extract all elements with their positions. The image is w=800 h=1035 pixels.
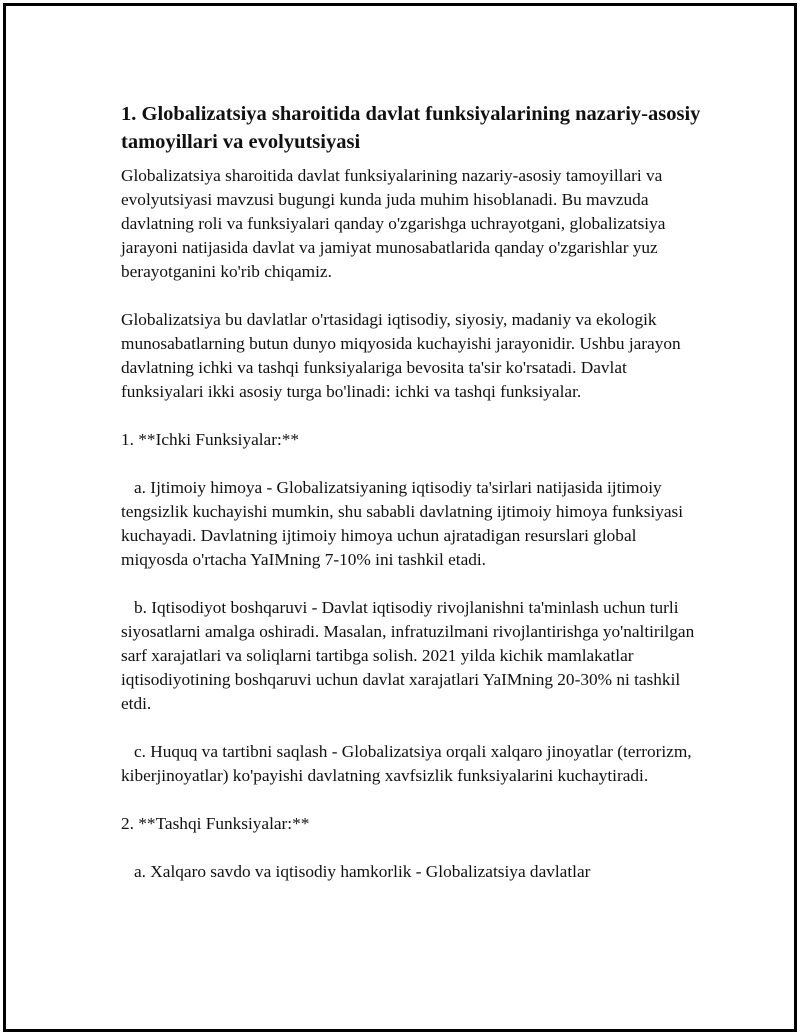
law-and-order-item: c. Huquq va tartibni saqlash - Globalizatsiya orqali xalqaro jinoyatlar (terrorizm, kiberjinoyatlar) ko'payishi davlatning xavfsizlik funksiyalarini kuchaytiradi. [121,742,696,785]
document-body [121,100,701,884]
external-functions-heading: 2. **Tashqi Funksiyalar:** [121,814,310,833]
internal-functions-heading: 1. **Ichki Funksiyalar:** [121,430,300,449]
page-frame [3,3,797,1032]
social-protection-item: a. Ijtimoiy himoya - Globalizatsiyaning iqtisodiy ta'sirlari natijasida ijtimoiy tengsizlik kuchayishi mumkin, shu sababli davlatning ijtimoiy himoya funksiyasi kuchayadi. Davlatning ijtimoiy himoya uchun ajratadigan resurslari global miqyosda o'rtacha YaIMning 7-10% ini tashkil etadi. [121,478,688,569]
economic-management-item: b. Iqtisodiyot boshqaruvi - Davlat iqtisodiy rivojlanishni ta'minlash uchun turli siyosatlarni amalga oshiradi. Masalan, infratuzilmani rivojlantirishga yo'naltirilgan sarf xarajatlari va soliqlarni tartibga solish. 2021 yilda kichik mamlakatlar iqtisodiyotining boshqaruvi uchun davlat xarajatlari YaIMning 20-30% ni tashkil etdi. [121,598,699,713]
intro-paragraph: Globalizatsiya sharoitida davlat funksiyalarining nazariy-asosiy tamoyillari va evolyutsiyasi mavzusi bugungi kunda juda muhim hisoblanadi. Bu mavzuda davlatning roli va funksiyalari qanday o'zgarishga uchrayotgani, globalizatsiya jarayoni natijasida davlat va jamiyat munosabatlarida qanday o'zgarishlar yuz berayotganini ko'rib chiqamiz. [121,166,670,281]
international-trade-item: a. Xalqaro savdo va iqtisodiy hamkorlik - Globalizatsiya davlatlar [134,862,591,881]
page-title: 1. Globalizatsiya sharoitida davlat funksiyalarining nazariy-asosiy tamoyillari va evolyutsiyasi [121,103,701,153]
globalization-paragraph: Globalizatsiya bu davlatlar o'rtasidagi iqtisodiy, siyosiy, madaniy va ekologik munosabatlarning butun dunyo miqyosida kuchayishi jarayonidir. Ushbu jarayon davlatning ichki va tashqi funksiyalariga bevosita ta'sir ko'rsatadi. Davlat funksiyalari ikki asosiy turga bo'linadi: ichki va tashqi funksiyalar. [121,310,685,401]
